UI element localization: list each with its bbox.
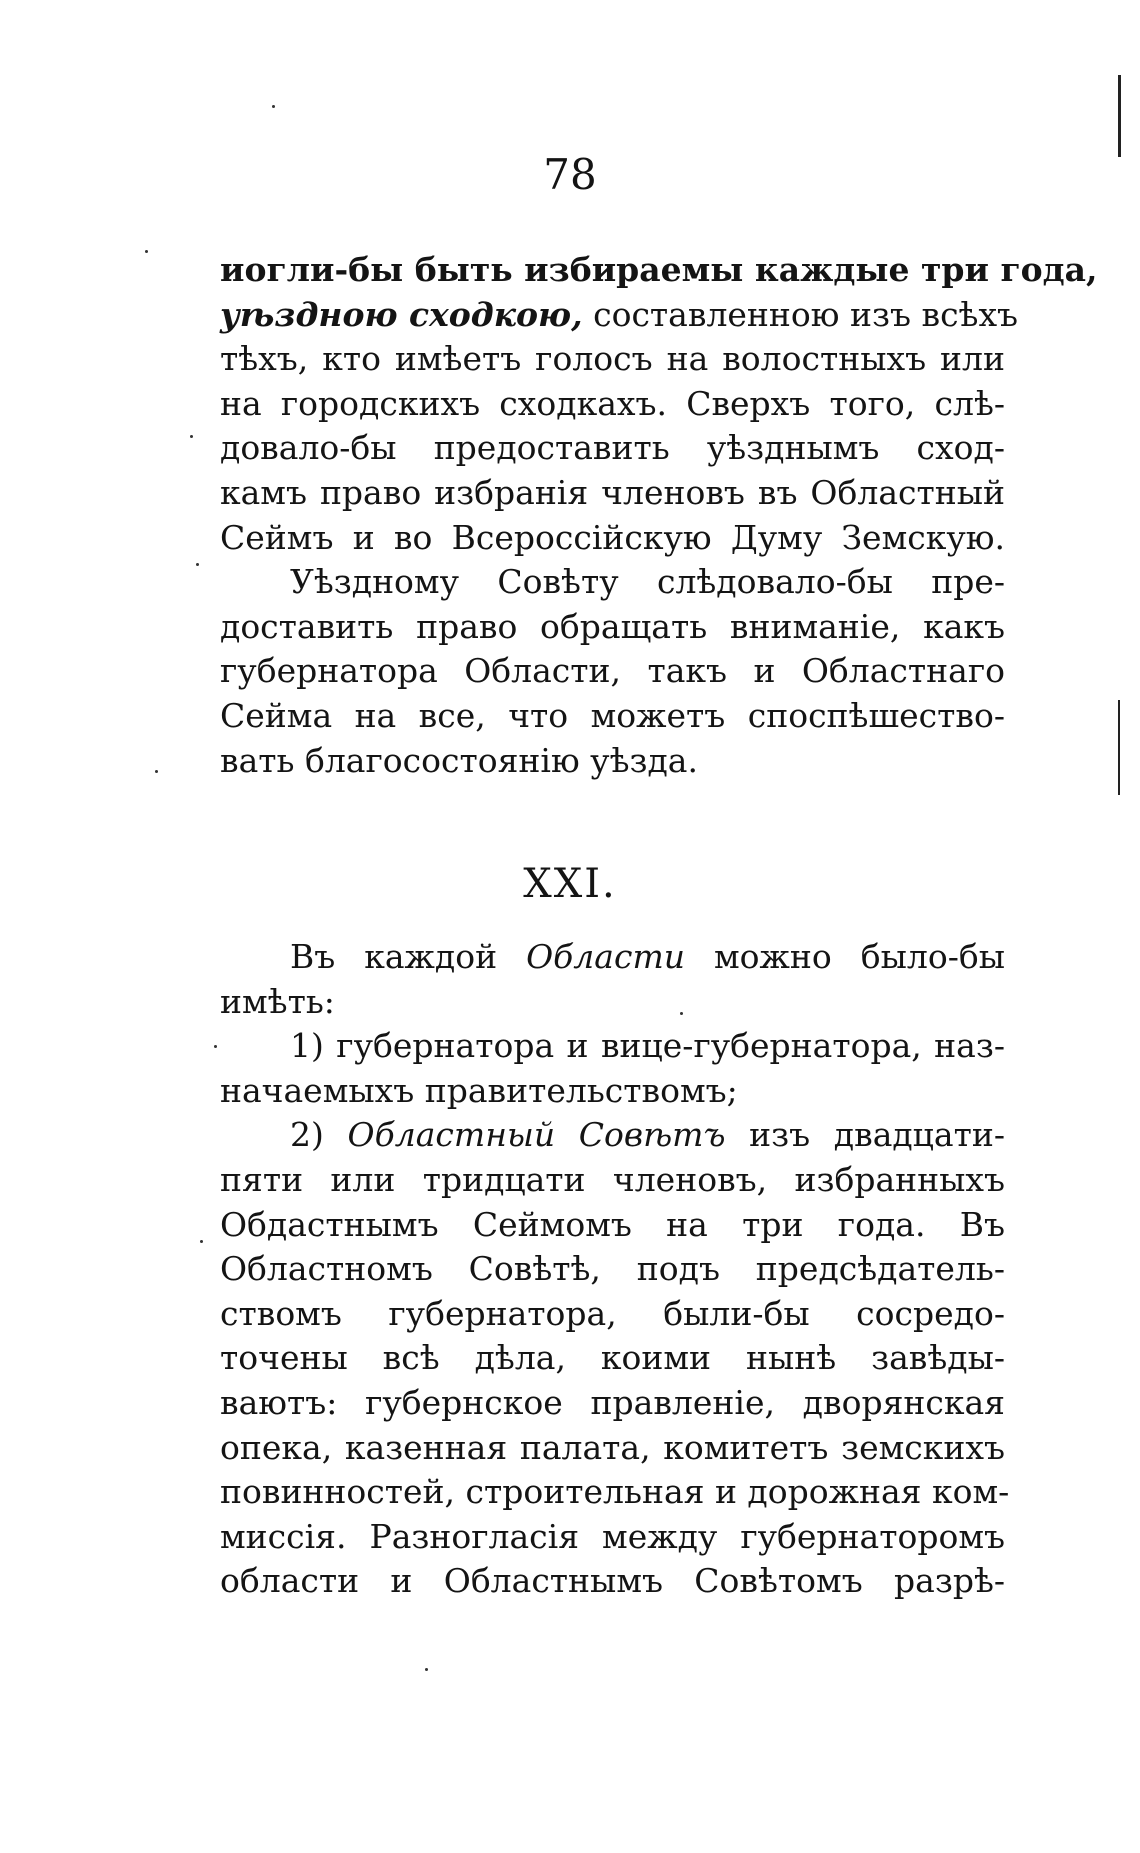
text-line	[220, 935, 1005, 980]
text-line: иогли-бы быть избираемы каждые три года,	[220, 250, 1098, 289]
page-number: 78	[543, 150, 597, 199]
text-line	[220, 293, 1019, 338]
scan-speck	[145, 250, 148, 253]
text-line: повинностей, строительная и дорожная ком-	[220, 1472, 1010, 1512]
section-heading: XXI.	[523, 861, 617, 907]
italic-phrase: Областный Совѣтъ	[347, 1115, 726, 1155]
scan-speck	[425, 1668, 428, 1671]
list-item-1: 1) губернатора и вице-губернатора, наз-	[290, 1026, 1005, 1066]
text-fragment: Въ каждой	[290, 937, 527, 976]
list-item-2	[220, 1113, 1005, 1158]
text-line: ваютъ: губернское правленіе, дворянская	[220, 1382, 1005, 1422]
text-line: Уѣздному Совѣту слѣдовало-бы пре-	[290, 562, 1005, 602]
text-line: миссія. Разногласія между губернаторомъ	[220, 1516, 1005, 1556]
section-body	[220, 935, 1010, 1604]
text-line: на городскихъ сходкахъ. Сверхъ того, слѣ-	[220, 383, 1005, 423]
text-line: губернатора Области, такъ и Областнаго	[220, 651, 1005, 691]
text-line: Обдастнымъ Сеймомъ на три года. Въ	[220, 1204, 1005, 1244]
text-line: начаемыхъ правительствомъ;	[220, 1070, 738, 1110]
text-line: опека, казенная палата, комитетъ земскихъ	[220, 1427, 1005, 1467]
italic-phrase: уѣздною сходкою,	[220, 294, 583, 334]
text-fragment: изъ двадцати-	[725, 1115, 1005, 1155]
scan-edge-mark	[1118, 700, 1120, 795]
text-line: точены всѣ дѣла, коими нынѣ завѣды-	[220, 1338, 1005, 1378]
text-line: доставить право обращать вниманіе, какъ	[220, 606, 1005, 646]
text-line: камъ право избранія членовъ въ Областный	[220, 472, 1005, 512]
scan-speck	[155, 770, 158, 773]
text-line: вать благосостоянію уѣзда.	[220, 740, 698, 780]
scan-speck	[196, 563, 199, 566]
text-fragment: можно было-бы	[685, 937, 1005, 976]
italic-phrase: Области	[526, 937, 685, 976]
paragraph-continuation	[220, 248, 1098, 783]
text-line: Сейма на все, что можетъ споспѣшество-	[220, 695, 1005, 735]
text-line: Сеймъ и во Всероссійскую Думу Земскую.	[220, 517, 1005, 557]
text-line: Областномъ Совѣтѣ, подъ предсѣдатель-	[220, 1249, 1005, 1289]
text-line: пяти или тридцати членовъ, избранныхъ	[220, 1159, 1005, 1199]
text-line: ствомъ губернатора, были-бы сосредо-	[220, 1293, 1005, 1333]
scan-edge-mark	[1118, 75, 1121, 157]
text-line: тѣхъ, кто имѣетъ голосъ на волостныхъ или	[220, 339, 1005, 379]
scan-speck	[190, 435, 193, 438]
scan-speck	[272, 105, 275, 108]
scan-speck	[214, 1045, 217, 1048]
scan-speck	[200, 1240, 203, 1243]
text-line: довало-бы предоставить уѣзднымъ сход-	[220, 428, 1005, 468]
text-fragment: составленною изъ всѣхъ	[582, 294, 1019, 334]
text-line: области и Областнымъ Совѣтомъ разрѣ-	[220, 1561, 1005, 1601]
text-line: имѣть:	[220, 981, 335, 1021]
scan-speck	[680, 1012, 683, 1015]
text-fragment: 2)	[290, 1115, 348, 1155]
